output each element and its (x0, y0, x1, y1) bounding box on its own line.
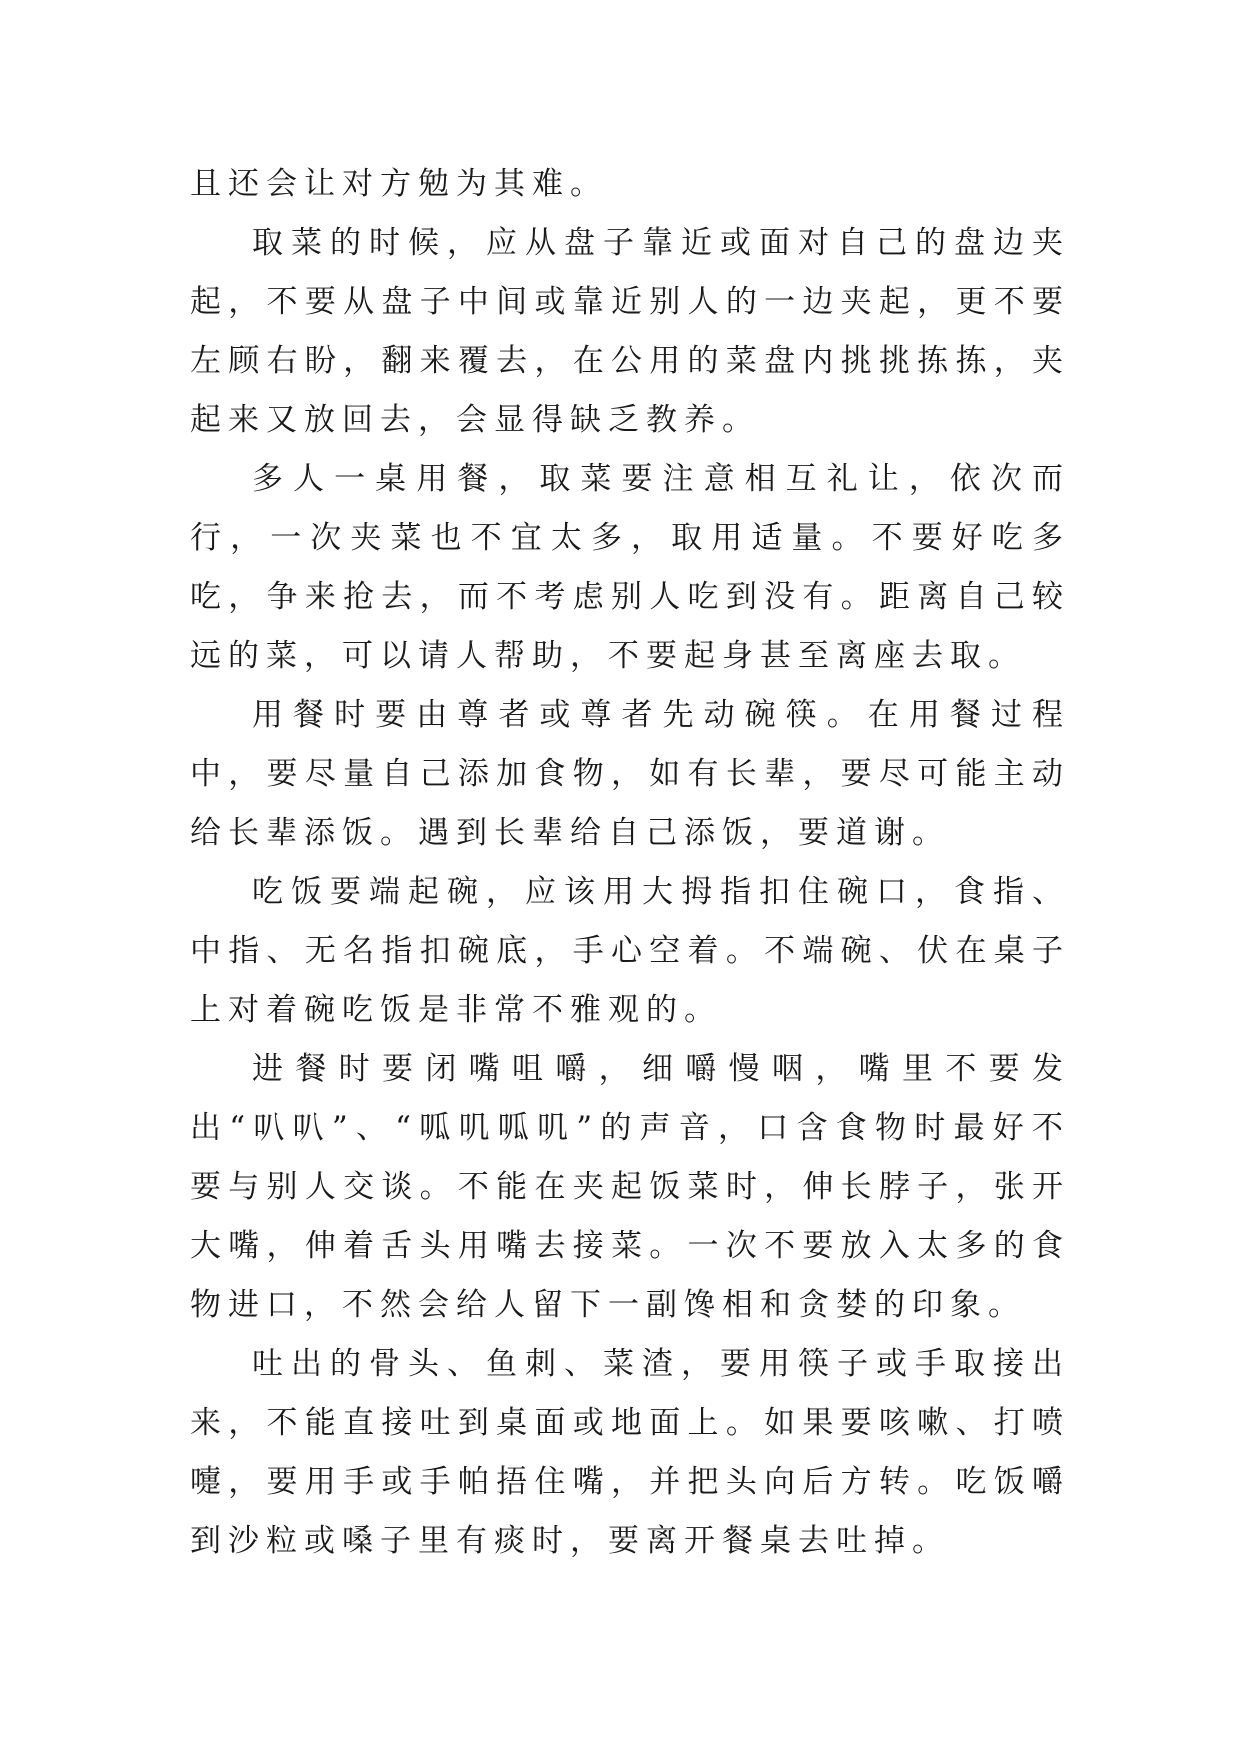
paragraph-3: 多人一桌用餐，取菜要注意相互礼让，依次而行，一次夹菜也不宜太多，取用适量。不要好吃多吃，争来抢去，而不考虑别人吃到没有。距离自己较远的菜，可以请人帮助，不要起身甚至离座去取。 (190, 461, 1070, 674)
document-body (190, 155, 1070, 1571)
paragraph-1: 且还会让对方勉为其难。 (190, 166, 608, 202)
paragraph-4: 用餐时要由尊者或尊者先动碗筷。在用餐过程中，要尽量自己添加食物，如有长辈，要尽可能主动给长辈添饭。遇到长辈给自己添饭，要道谢。 (190, 697, 1070, 851)
paragraph-6: 进餐时要闭嘴咀嚼，细嚼慢咽，嘴里不要发出“叭叭”、“呱叽呱叽”的声音，口含食物时最好不要与别人交谈。不能在夹起饭菜时，伸长脖子，张开大嘴，伸着舌头用嘴去接菜。一次不要放入太多的食物进口，不然会给人留下一副馋相和贪婪的印象。 (190, 1051, 1070, 1323)
paragraph-5: 吃饭要端起碗，应该用大拇指扣住碗口，食指、中指、无名指扣碗底，手心空着。不端碗、伏在桌子上对着碗吃饭是非常不雅观的。 (190, 874, 1070, 1028)
paragraph-7: 吐出的骨头、鱼刺、菜渣，要用筷子或手取接出来，不能直接吐到桌面或地面上。如果要咳嗽、打喷嚏，要用手或手帕捂住嘴，并把头向后方转。吃饭嚼到沙粒或嗓子里有痰时，要离开餐桌去吐掉。 (190, 1346, 1070, 1559)
paragraph-2: 取菜的时候，应从盘子靠近或面对自己的盘边夹起，不要从盘子中间或靠近别人的一边夹起，更不要左顾右盼，翻来覆去，在公用的菜盘内挑挑拣拣，夹起来又放回去，会显得缺乏教养。 (190, 225, 1070, 438)
